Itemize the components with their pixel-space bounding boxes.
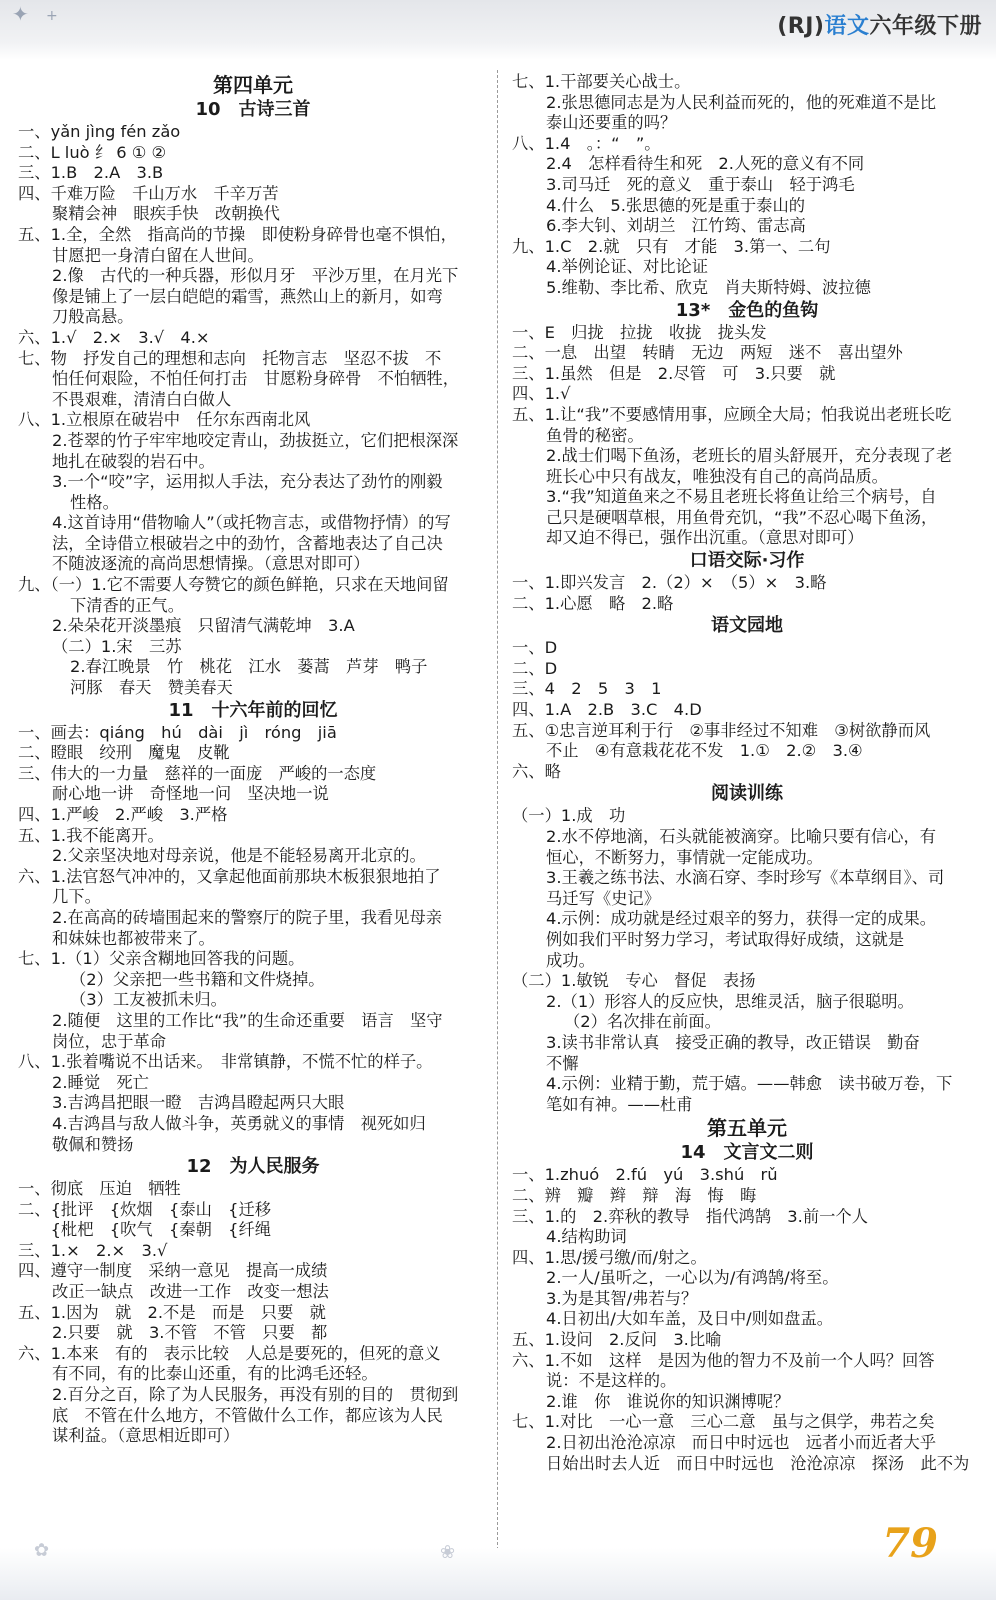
- answer-line: 2.日初出沧沧凉凉 而日中时远也 远者小而近者大乎: [546, 1433, 937, 1453]
- answer-line: 例如我们平时努力学习，考试取得好成绩，这就是: [546, 929, 905, 949]
- answer-line: 耐心地一讲 奇怪地一问 坚决地一说: [52, 784, 329, 804]
- answer-line: 像是铺上了一层白皑皑的霜雪，燕然山上的新月，如弯: [52, 286, 443, 306]
- bracket-answer-line: 二、{批评 {炊烟 {泰山 {迁移: [18, 1199, 272, 1219]
- answer-line: 九、（一）1.它不需要人夸赞它的颜色鲜艳，只求在天地间留: [18, 575, 449, 595]
- answer-line: 四、1.严峻 2.严峻 3.严格: [18, 805, 228, 824]
- answer-line: 四、千难万险 千山万水 千辛万苦: [18, 183, 279, 203]
- flower-icon: ✿: [34, 1540, 50, 1561]
- answer-line: 法，全诗借立根破岩之中的劲竹，含蓄地表达了自己决: [52, 533, 443, 553]
- answer-line: 2.像 古代的一种兵器，形似月牙 平沙万里，在月光下: [52, 266, 459, 286]
- answer-line: 3.一个“咬”字，运用拟人手法，充分表达了劲竹的刚毅: [52, 472, 443, 492]
- answer-line: 2.朵朵花开淡墨痕 只留清气满乾坤 3.A: [52, 616, 355, 636]
- answer-line: 2.一人/虽听之，一心以为/有鸿鹄/将至。: [546, 1268, 839, 1288]
- answer-line: 八、1.立根原在破岩中 任尔东西南北风: [18, 410, 311, 430]
- answer-line: 四、1.思/援弓缴/而/射之。: [512, 1247, 707, 1267]
- unit-heading: 第四单元: [213, 73, 293, 97]
- answer-line: 2.在高高的砖墙围起来的警察厅的院子里，我看见母亲: [52, 907, 443, 927]
- answer-line: 4.吉鸿昌与敌人做斗争，英勇就义的事情 视死如归: [52, 1113, 426, 1133]
- answer-line: 八、1.4 。：“ ”。: [512, 133, 661, 153]
- answer-line: 2.随便 这里的工作比“我”的生命还重要 语言 坚守: [52, 1010, 443, 1030]
- answer-line: 4.什么 5.张思德的死是重于泰山的: [546, 195, 806, 215]
- page-header: [0, 0, 996, 60]
- answer-line: （一）1.成 功: [512, 806, 626, 826]
- answer-line: 2.父亲坚决地对母亲说，他是不能轻易离开北京的。: [52, 846, 426, 866]
- lesson-heading: 14 文言文二则: [680, 1142, 814, 1164]
- answer-line: 有不同，有的比泰山还重，有的比鸿毛还轻。: [52, 1364, 378, 1384]
- answer-line: 九、1.C 2.就 只有 才能 3.第一、二句: [512, 236, 831, 256]
- answer-line: 一、D: [512, 638, 558, 658]
- answer-line: 4.日初出/大如车盖，及日中/则如盘盂。: [546, 1309, 834, 1329]
- answer-line: 恒心，不断努力，事情就一定能成功。: [546, 847, 823, 867]
- lesson-heading: 语文园地: [711, 615, 783, 637]
- answer-line: 一、画去：qiáng hú dài jì róng jiā: [18, 722, 337, 742]
- answer-line: 六、1.本来 有的 表示比较 人总是要死的，但死的意义: [18, 1343, 441, 1363]
- answer-line: 3.为是其智/弗若与？: [546, 1288, 698, 1308]
- answer-line: 不懈: [546, 1053, 579, 1073]
- unit-heading: 第五单元: [707, 1116, 787, 1141]
- answer-line: 改正一缺点 改进一工作 改变一想法: [52, 1282, 329, 1302]
- answer-line: 2.水不停地滴，石头就能被滴穿。比喻只要有信心，有: [546, 827, 937, 846]
- answer-line: 班长心中只有战友，唯独没有自己的高尚品质。: [546, 466, 888, 486]
- answer-line: 4.举例论证、对比论证: [546, 257, 709, 277]
- answer-line: 三、1.虽然 但是 2.尽管 可 3.只要 就: [512, 363, 836, 383]
- answer-line: 几下。: [52, 887, 101, 907]
- answer-line: 三、伟大的一力量 慈祥的一面庞 严峻的一态度: [18, 763, 377, 783]
- answer-line: 6.李大钊、刘胡兰 江竹筠、雷志高: [546, 216, 806, 236]
- answer-line: 一、1.即兴发言 2.（2）× （5）× 3.略: [512, 573, 827, 593]
- lesson-heading: 11 十六年前的回忆: [168, 699, 338, 721]
- answer-line: 五、1.设问 2.反问 3.比喻: [512, 1330, 722, 1350]
- answer-line: 二、1.心愿 略 2.略: [512, 593, 674, 613]
- answer-line: 2.4 怎样看待生和死 2.人死的意义有不同: [546, 154, 865, 174]
- answer-line: 七、1.（1）父亲含糊地回答我的问题。: [18, 949, 305, 969]
- answer-line: 2.张思德同志是为人民利益而死的，他的死难道不是比: [546, 92, 937, 112]
- answer-line: 四、1.√: [512, 384, 571, 404]
- answer-line: 2.睡觉 死亡: [52, 1072, 149, 1092]
- answer-line: 2.春江晚景 竹 桃花 江水 蒌蒿 芦芽 鸭子: [70, 657, 428, 677]
- book-title: [777, 9, 982, 40]
- answer-line: 5.维勒、李比希、欣克 肖夫斯特姆、波拉德: [546, 277, 871, 297]
- plus-icon: +: [46, 8, 58, 24]
- answer-line: 笔如有神。——杜甫: [546, 1094, 693, 1114]
- answer-line: 一、彻底 压迫 牺牲: [18, 1179, 181, 1199]
- lesson-heading: 口语交际·习作: [689, 550, 805, 572]
- answer-line: 2.百分之百，除了为人民服务，再没有别的目的 贯彻到: [52, 1385, 459, 1405]
- lesson-heading: 12 为人民服务: [186, 1156, 320, 1178]
- answer-line: 六、略: [512, 761, 561, 781]
- answer-line: 说：不是这样的。: [546, 1371, 677, 1391]
- answer-line: 3.“我”知道鱼来之不易且老班长将鱼让给三个病号，自: [546, 487, 937, 507]
- answer-line: 底 不管在什么地方，不管做什么工作，都应该为人民: [52, 1405, 443, 1425]
- answer-line: 六、1.√ 2.× 3.√ 4.×: [18, 327, 210, 347]
- answer-line: 刀般高悬。: [52, 307, 134, 327]
- answer-line: 甘愿把一身清白留在人世间。: [52, 245, 264, 265]
- answer-line: （二）1.宋 三苏: [52, 636, 182, 656]
- lesson-heading: 10 古诗三首: [195, 99, 311, 120]
- answer-line: 3.吉鸿昌把眼一瞪 吉鸿昌瞪起两只大眼: [52, 1093, 345, 1113]
- answer-line: 不止 ④有意栽花花不发 1.① 2.② 3.④: [546, 741, 863, 761]
- lesson-heading: 13* 金色的鱼钩: [675, 299, 819, 321]
- answer-line: 一、1.zhuó 2.fú yú 3.shú rǔ: [512, 1165, 778, 1185]
- answer-line: 二、瞪眼 绞刑 魔鬼 皮靴: [18, 743, 230, 763]
- column-divider: [497, 70, 498, 1550]
- answer-line: 四、1.A 2.B 3.C 4.D: [512, 700, 702, 720]
- answer-line: 和妹妹也都被带来了。: [52, 928, 215, 948]
- left-answer-column: [18, 72, 488, 1447]
- bracket-answer-line: {枇杷 {吹气 {秦朝 {纤绳: [18, 1220, 272, 1240]
- answer-line: 四、遵守一制度 采纳一意见 提高一成绩: [18, 1261, 328, 1281]
- answer-line: 2.（1）形容人的反应快，思维灵活，脑子很聪明。: [546, 991, 914, 1011]
- answer-line: 二、辨 瓣 辫 辩 海 悔 晦: [512, 1185, 757, 1205]
- answer-line: 下清香的正气。: [70, 595, 184, 615]
- answer-line: 一、E 归拢 拉拢 收拢 拢头发: [512, 322, 767, 342]
- grade-label: 六年级下册: [869, 14, 982, 39]
- answer-line: 二、L luò 纟 6 ① ②: [18, 142, 167, 162]
- answer-line: 4.结构助词: [546, 1227, 627, 1247]
- answer-line: 河豚 春天 赞美春天: [70, 678, 233, 698]
- answer-line: （二）1.敏锐 专心 督促 表扬: [512, 971, 756, 991]
- answer-line: 泰山还要重的吗？: [546, 113, 677, 133]
- answer-line: 不畏艰难，清清白白做人: [52, 389, 232, 409]
- answer-line: 成功。: [546, 950, 595, 970]
- answer-line: 三、1.× 2.× 3.√: [18, 1240, 168, 1260]
- answer-line: 鱼骨的秘密。: [546, 425, 644, 445]
- answer-line: 地扎在破裂的岩石中。: [52, 451, 215, 471]
- answer-line: 七、物 抒发自己的理想和志向 托物言志 坚忍不拔 不: [18, 348, 442, 368]
- answer-line: 2.谁 你 谁说你的知识渊博呢？: [546, 1391, 790, 1411]
- answer-line: 马迁写《史记》: [546, 888, 660, 908]
- answer-line: 3.读书非常认真 接受正确的教导，改正错误 勤奋: [546, 1032, 920, 1052]
- answer-line: （2）父亲把一些书籍和文件烧掉。: [70, 969, 325, 989]
- answer-line: （3）工友被抓未归。: [70, 990, 227, 1010]
- answer-line: 一、yǎn jìng fén zǎo: [18, 122, 181, 141]
- answer-line: 3.司马迁 死的意义 重于泰山 轻于鸿毛: [546, 174, 855, 194]
- answer-line: 日始出时去人近 而日中时远也 沧沧凉凉 探汤 此不为: [546, 1453, 970, 1473]
- answer-line: 三、1.的 2.弈秋的教导 指代鸿鹄 3.前一个人: [512, 1206, 868, 1226]
- answer-line: （2）名次排在前面。: [564, 1012, 721, 1032]
- answer-line: 3.王羲之练书法、水滴石穿、李时珍写《本草纲目》、司: [546, 868, 945, 888]
- answer-line: 五、1.全，全然 指高尚的节操 即使粉身碎骨也毫不惧怕，: [18, 224, 457, 244]
- subject-label: 语文: [824, 14, 870, 39]
- page-number: 79: [882, 1520, 938, 1567]
- answer-line: 谋利益。（意思相近即可）: [52, 1426, 240, 1446]
- edition-label: (RJ): [777, 14, 825, 39]
- answer-line: 却又迫不得已，强作出沉重。（意思对即可）: [546, 528, 864, 548]
- answer-line: 4.示例：业精于勤，荒于嬉。——韩愈 读书破万卷，下: [546, 1074, 953, 1094]
- answer-line: 敬佩和赞扬: [52, 1134, 134, 1154]
- answer-line: 五、1.我不能离开。: [18, 825, 164, 845]
- answer-line: 八、1.张着嘴说不出话来。 非常镇静，不慌不忙的样子。: [18, 1052, 433, 1072]
- answer-line: 己只是硬咽草根，用鱼骨充饥，“我”不忍心喝下鱼汤，: [546, 507, 938, 527]
- answer-line: 怕任何艰险，不怕任何打击 甘愿粉身碎骨 不怕牺牲，: [52, 369, 460, 389]
- answer-line: 2.战士们喝下鱼汤，老班长的眉头舒展开，充分表现了老: [546, 446, 953, 466]
- answer-line: 六、1.法官怒气冲冲的，又拿起他面前那块木板狠狠地拍了: [18, 866, 441, 886]
- flower-icon: ❀: [440, 1542, 456, 1563]
- answer-line: 七、1.对比 一心一意 三心二意 虽与之俱学，弗若之矣: [512, 1412, 935, 1432]
- answer-line: 不随波逐流的高尚思想情操。（意思对即可）: [52, 554, 370, 574]
- answer-line: 五、①忠言逆耳利于行 ②事非经过不知难 ③树欲静而风: [512, 720, 931, 740]
- answer-line: 4.这首诗用“借物喻人”（或托物言志，或借物抒情）的写: [52, 513, 451, 533]
- answer-line: 4.示例：成功就是经过艰辛的努力，获得一定的成果。: [546, 909, 937, 929]
- answer-line: 三、1.B 2.A 3.B: [18, 163, 164, 183]
- lesson-heading: 阅读训练: [711, 783, 783, 805]
- answer-line: 2.只要 就 3.不管 不管 只要 都: [52, 1323, 328, 1343]
- answer-line: 七、1.干部要关心战士。: [512, 72, 691, 91]
- answer-line: 聚精会神 眼疾手快 改朝换代: [52, 204, 280, 224]
- sparkle-icon: ✦: [12, 2, 29, 26]
- right-answer-column: [512, 72, 982, 1474]
- answer-line: 2.苍翠的竹子牢牢地咬定青山，劲拔挺立，它们把根深深: [52, 430, 459, 450]
- answer-line: 性格。: [70, 492, 119, 512]
- answer-line: 六、1.不如 这样 是因为他的智力不及前一个人吗？回答: [512, 1350, 935, 1370]
- answer-line: 岗位，忠于革命: [52, 1031, 166, 1051]
- answer-line: 三、4 2 5 3 1: [512, 679, 662, 699]
- answer-line: 五、1.让“我”不要感情用事，应顾全大局；怕我说出老班长吃: [512, 404, 952, 424]
- answer-line: 二、一息 出望 转睛 无边 两短 迷不 喜出望外: [512, 343, 903, 363]
- answer-line: 五、1.因为 就 2.不是 而是 只要 就: [18, 1302, 326, 1322]
- answer-line: 二、D: [512, 658, 558, 678]
